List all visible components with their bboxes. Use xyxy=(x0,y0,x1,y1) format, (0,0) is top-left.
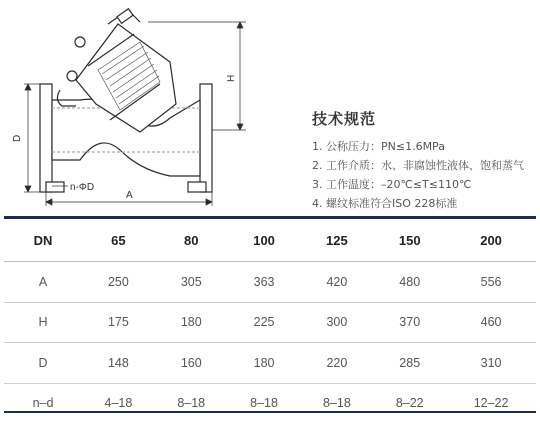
table-cell: 180 xyxy=(228,343,301,384)
dim-label-h: H xyxy=(226,74,237,82)
table-cell: 12–22 xyxy=(473,396,509,411)
dim-label-a: A xyxy=(126,190,133,201)
row-label: A xyxy=(4,262,82,303)
dim-label-bolt-holes: n-ΦD xyxy=(70,182,95,193)
header-cell: 80 xyxy=(155,219,228,262)
table-cell: 420 xyxy=(300,262,373,303)
table-row xyxy=(4,302,536,343)
table-row xyxy=(4,383,536,423)
table-cell: 225 xyxy=(228,302,301,343)
table-row xyxy=(4,262,536,303)
spec-item: 2. 工作介质：水、非腐蚀性液体、饱和蒸气 xyxy=(312,159,524,172)
dimension-table xyxy=(4,219,536,423)
table-cell: 460 xyxy=(446,302,536,343)
header-cell: 125 xyxy=(300,219,373,262)
table-cell: 180 xyxy=(155,302,228,343)
tech-specs xyxy=(312,108,540,213)
dim-label-d: D xyxy=(12,134,23,142)
row-label: D xyxy=(4,343,82,384)
valve-drawing xyxy=(0,0,300,212)
table-cell: 4–18 xyxy=(104,396,133,411)
header-cell: 200 xyxy=(446,219,536,262)
table-bottom-rule xyxy=(4,411,536,413)
table-cell: 556 xyxy=(446,262,536,303)
table-row xyxy=(4,343,536,384)
spec-item: 3. 工作温度：–20℃≤T≤110℃ xyxy=(312,178,472,191)
row-label: n–d xyxy=(32,396,54,411)
cap-bolt xyxy=(75,37,85,47)
table-cell: 8–18 xyxy=(250,396,278,411)
table-cell: 8–18 xyxy=(322,396,351,411)
table-cell: 148 xyxy=(82,343,155,384)
spec-item: 1. 公称压力：PN≤1.6MPa xyxy=(312,140,445,153)
table-cell: 8–22 xyxy=(395,396,424,411)
header-cell: 100 xyxy=(228,219,301,262)
row-label: H xyxy=(4,302,82,343)
table-cell: 250 xyxy=(82,262,155,303)
header-cell: DN xyxy=(4,219,82,262)
header-cell: 65 xyxy=(82,219,155,262)
table-cell: 160 xyxy=(155,343,228,384)
table-cell: 310 xyxy=(446,343,536,384)
table-cell: 8–18 xyxy=(177,396,206,411)
table-cell: 370 xyxy=(373,302,446,343)
spec-item: 4. 螺纹标准符合ISO 228标准 xyxy=(312,197,458,210)
table-cell: 480 xyxy=(373,262,446,303)
table-cell: 363 xyxy=(228,262,301,303)
right-flange xyxy=(200,84,212,192)
table-cell: 285 xyxy=(373,343,446,384)
table-cell: 220 xyxy=(300,343,373,384)
left-flange xyxy=(40,84,52,192)
table-cell: 305 xyxy=(155,262,228,303)
table-cell: 300 xyxy=(300,302,373,343)
table-cell: 175 xyxy=(82,302,155,343)
header-cell: 150 xyxy=(373,219,446,262)
table-header-row xyxy=(4,219,536,262)
specs-title: 技术规范 xyxy=(312,110,377,128)
